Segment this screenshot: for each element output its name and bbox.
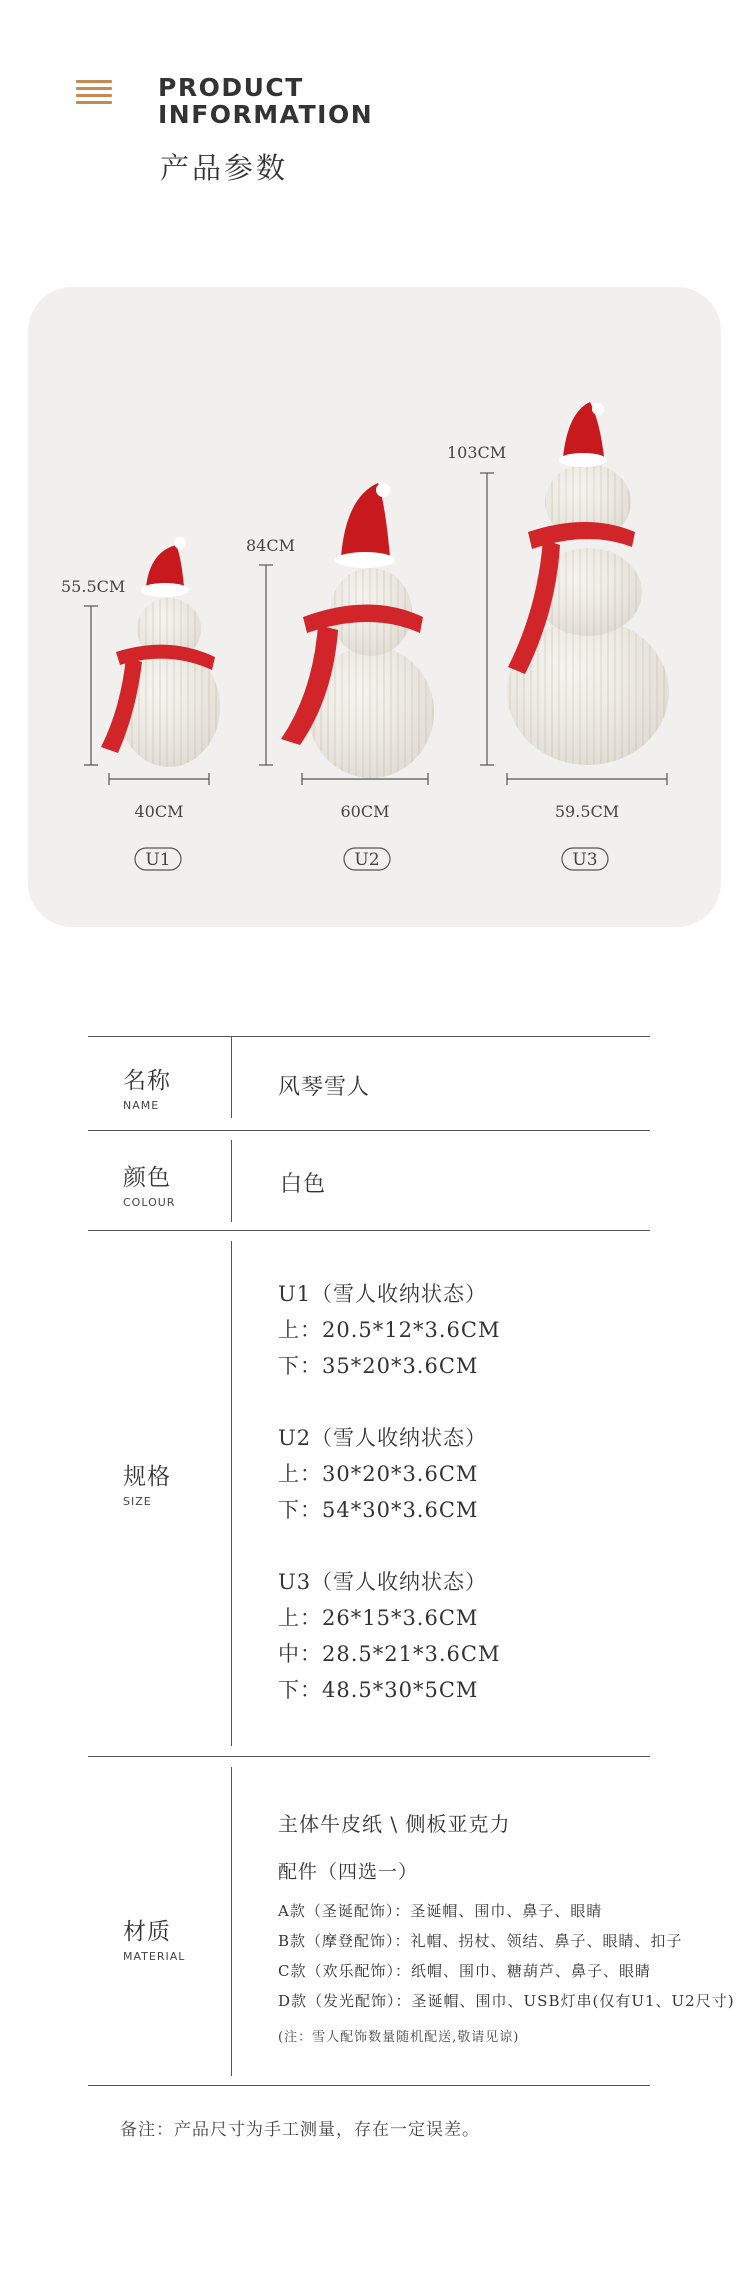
colour-label-en: COLOUR: [123, 1196, 176, 1209]
header-title-en: [158, 74, 373, 128]
material-label-en: MATERIAL: [123, 1950, 186, 1963]
material-label: [123, 1913, 185, 1963]
u1-width-label: 40CM: [134, 802, 184, 821]
colour-value: 白色: [280, 1172, 327, 1197]
snowman-u2: [281, 483, 434, 778]
u1-height-label: 55.5CM: [61, 577, 126, 596]
size-line: 中：28.5*21*3.6CM: [278, 1642, 501, 1666]
size-group-title: U1（雪人收纳状态）: [278, 1282, 488, 1306]
size-line: 上：26*15*3.6CM: [278, 1606, 479, 1630]
menu-lines-icon: [76, 80, 112, 104]
size-line: 下：48.5*30*5CM: [278, 1678, 479, 1702]
u2-code-label: U2: [354, 850, 380, 870]
accessory-option: B款（摩登配饰）：礼帽、拐杖、领结、鼻子、眼睛、扣子: [278, 1932, 683, 1950]
spec-table: [88, 1036, 735, 2086]
footer-note: 备注：产品尺寸为手工测量，存在一定误差。: [120, 2120, 480, 2140]
material-value: [278, 1808, 735, 2045]
size-label-en: SIZE: [123, 1495, 152, 1508]
u3-code-label: U3: [572, 850, 598, 870]
product-image-panel: [28, 287, 721, 927]
size-line: 下：35*20*3.6CM: [278, 1354, 479, 1378]
table-column-divider: [231, 1241, 232, 1746]
u1-code-label: U1: [145, 850, 171, 870]
size-line: 上：20.5*12*3.6CM: [278, 1318, 501, 1342]
size-group-title: U3（雪人收纳状态）: [278, 1570, 488, 1594]
name-label-en: NAME: [123, 1099, 160, 1112]
accessory-option: C款（欢乐配饰）：纸帽、围巾、糖葫芦、鼻子、眼睛: [278, 1962, 651, 1980]
size-line: 上：30*20*3.6CM: [278, 1462, 479, 1486]
size-label-cn: 规格: [123, 1464, 171, 1490]
snowman-u3: [507, 402, 669, 765]
u2-width-label: 60CM: [340, 802, 390, 821]
colour-label-cn: 颜色: [123, 1165, 171, 1191]
material-accessories-title: 配件（四选一）: [278, 1861, 419, 1883]
table-column-divider: [231, 1036, 232, 1118]
table-divider: [88, 1130, 650, 1131]
size-label: [123, 1458, 171, 1508]
size-value: [278, 1276, 500, 1708]
size-line: 下：54*30*3.6CM: [278, 1498, 479, 1522]
material-label-cn: 材质: [123, 1919, 171, 1945]
accessory-option: D款（发光配饰）：圣诞帽、围巾、USB灯串(仅有U1、U2尺寸): [278, 1992, 735, 2010]
snowman-illustration: [28, 287, 721, 927]
name-label: [123, 1062, 171, 1112]
size-group-title: U2（雪人收纳状态）: [278, 1426, 488, 1450]
header-title-cn: 产品参数: [160, 151, 289, 185]
table-divider: [88, 1036, 650, 1037]
snowman-u1: [101, 537, 220, 767]
table-divider: [88, 1756, 650, 1757]
header-title-line1: PRODUCT: [158, 73, 304, 102]
name-label-cn: 名称: [123, 1068, 171, 1094]
header-title-line2: INFORMATION: [158, 100, 374, 129]
u2-height-label: 84CM: [246, 536, 295, 555]
u3-width-label: 59.5CM: [554, 802, 620, 821]
accessory-option: A款（圣诞配饰）：圣诞帽、围巾、鼻子、眼睛: [278, 1902, 603, 1920]
table-divider: [88, 2085, 650, 2086]
table-divider: [88, 1230, 650, 1231]
name-value: 风琴雪人: [278, 1075, 371, 1100]
table-column-divider: [231, 1767, 232, 2076]
table-column-divider: [231, 1140, 232, 1222]
material-main: 主体牛皮纸 \ 侧板亚克力: [278, 1812, 511, 1836]
u3-height-label: 103CM: [447, 443, 507, 462]
material-note: (注：雪人配饰数量随机配送,敬请见谅): [278, 2030, 520, 2045]
colour-label: [123, 1159, 175, 1209]
